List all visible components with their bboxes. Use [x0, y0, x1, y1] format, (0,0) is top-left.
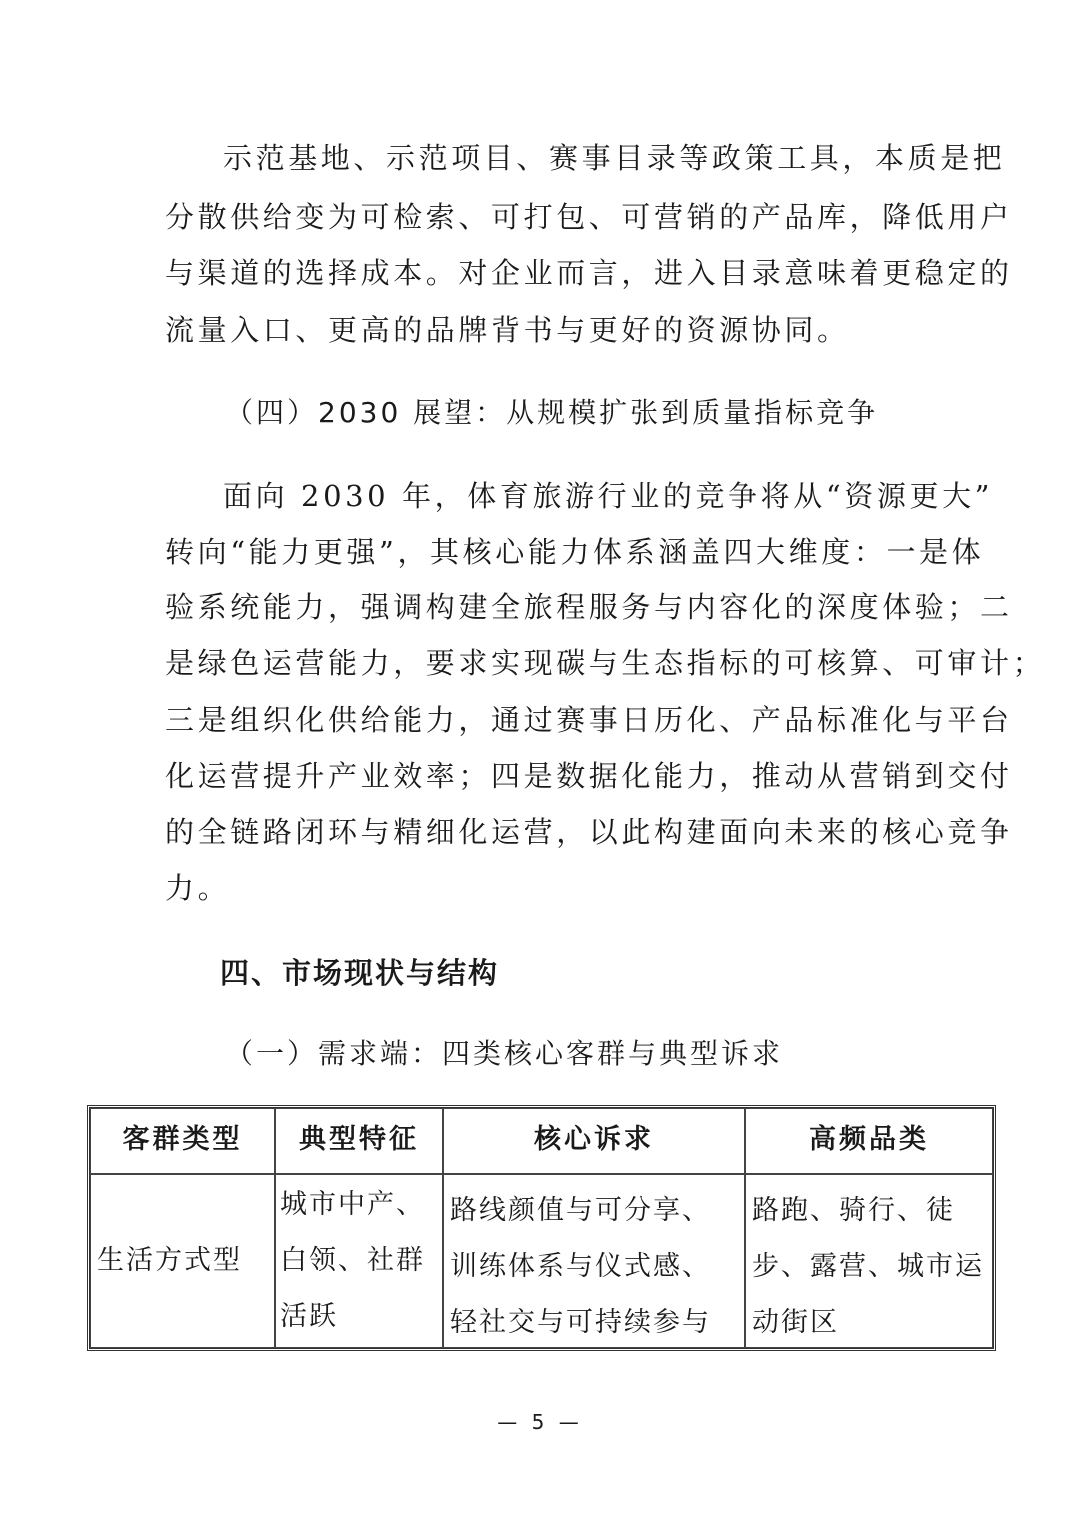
- table-cell-container: [275, 1174, 443, 1348]
- paragraph-line: 是绿色运营能力，要求实现碳与生态指标的可核算、可审计；: [165, 646, 1046, 680]
- subheading-demand-side: （一）需求端：四类核心客群与典型诉求: [225, 1037, 784, 1070]
- paragraph-line: 转向“能力更强”，其核心能力体系涵盖四大维度：一是体: [165, 535, 985, 569]
- paragraph-line: 力。: [165, 871, 231, 905]
- table-header-cell: 高频品类: [745, 1108, 993, 1174]
- page-number: — 5 —: [497, 1410, 583, 1434]
- table-header-cell: 核心诉求: [443, 1108, 745, 1174]
- paragraph-line: 与渠道的选择成本。对企业而言，进入目录意味着更稳定的: [165, 256, 1013, 290]
- subheading-outlook-2030: （四）2030 展望：从规模扩张到质量指标竞争: [225, 396, 879, 429]
- paragraph-line: 的全链路闭环与精细化运营，以此构建面向未来的核心竞争: [165, 815, 1013, 849]
- table-cell-needs: 路线颜值与可分享、训练体系与仪式感、轻社交与可持续参与: [443, 1174, 745, 1348]
- paragraph-line: 流量入口、更高的品牌背书与更好的资源协同。: [165, 313, 850, 347]
- section-heading-market: 四、市场现状与结构: [220, 956, 500, 990]
- table-cell-type: 生活方式型: [97, 1245, 242, 1276]
- paragraph-line: 示范基地、示范项目、赛事目录等政策工具，本质是把: [223, 141, 1006, 175]
- table-header-cell: 典型特征: [275, 1108, 443, 1174]
- customer-segment-table: [87, 1105, 996, 1351]
- table-header-cell: 客群类型: [90, 1108, 275, 1174]
- paragraph-line: 三是组织化供给能力，通过赛事日历化、产品标准化与平台: [165, 703, 1013, 737]
- table-cell-categories: 路跑、骑行、徒步、露营、城市运动街区: [745, 1174, 993, 1348]
- table-cell-features: 城市中产、白领、社群活跃: [280, 1189, 425, 1332]
- table-row: [90, 1174, 275, 1348]
- paragraph-line: 验系统能力，强调构建全旅程服务与内容化的深度体验；二: [165, 590, 1013, 624]
- paragraph-line: 化运营提升产业效率；四是数据化能力，推动从营销到交付: [165, 759, 1013, 793]
- paragraph-line: 分散供给变为可检索、可打包、可营销的产品库，降低用户: [165, 200, 1013, 234]
- paragraph-line: 面向 2030 年，体育旅游行业的竞争将从“资源更大”: [223, 479, 994, 513]
